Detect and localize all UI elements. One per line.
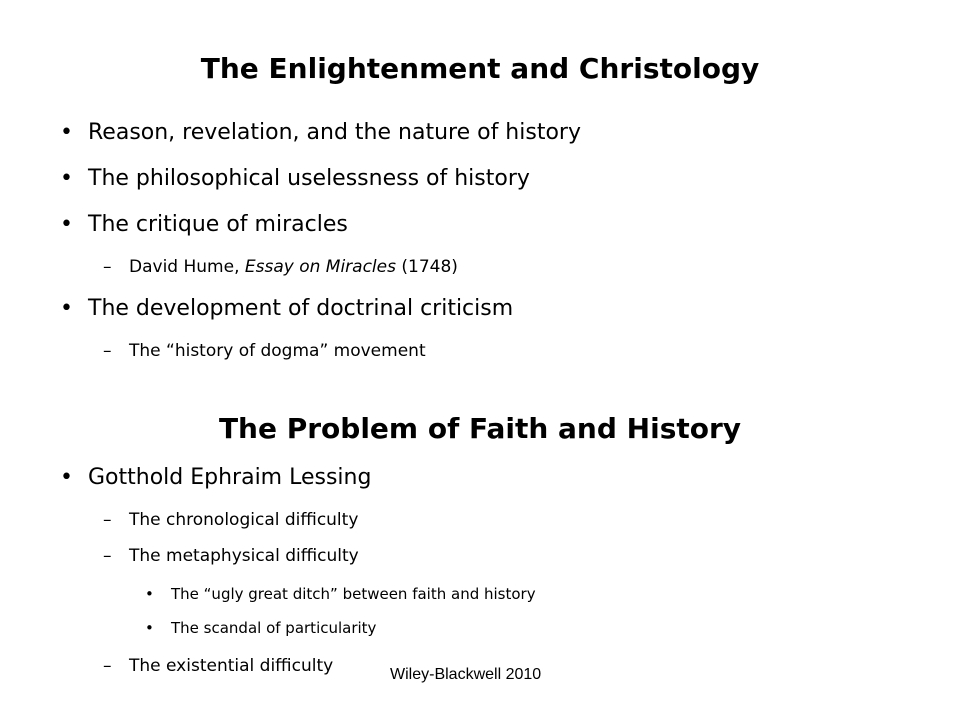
sub-sub-item-text: The scandal of particularity <box>171 619 377 637</box>
section-title-enlightenment: The Enlightenment and Christology <box>200 52 760 85</box>
bullet-text: The critique of miracles <box>88 212 348 237</box>
bullet-text: Reason, revelation, and the nature of history <box>88 120 581 145</box>
bullet-icon: • <box>145 585 154 603</box>
bullet-text: Gotthold Ephraim Lessing <box>88 465 372 490</box>
bullet-icon: • <box>60 296 73 321</box>
hume-prefix: David Hume, <box>129 257 245 277</box>
sub-item-text: The existential difficulty <box>129 656 334 676</box>
section-title-faith-history: The Problem of Faith and History <box>218 412 742 445</box>
sub-item-text <box>129 257 458 277</box>
dash-icon: – <box>103 341 112 361</box>
bullet-text: The development of doctrinal criticism <box>88 296 514 321</box>
bullet-text: The philosophical uselessness of history <box>88 166 530 191</box>
hume-essay-title: Essay on Miracles <box>244 257 396 277</box>
hume-suffix: (1748) <box>395 257 458 277</box>
bullet-icon: • <box>145 619 154 637</box>
dash-icon: – <box>103 257 112 277</box>
dash-icon: – <box>103 546 112 566</box>
publisher-credit: Wiley-Blackwell 2010 <box>390 666 542 683</box>
dash-icon: – <box>103 510 112 530</box>
bullet-icon: • <box>60 212 73 237</box>
dash-icon: – <box>103 656 112 676</box>
sub-item-text: The “history of dogma” movement <box>129 341 426 361</box>
sub-sub-item-text: The “ugly great ditch” between faith and history <box>171 585 536 603</box>
bullet-icon: • <box>60 166 73 191</box>
sub-item-text: The chronological difficulty <box>129 510 359 530</box>
bullet-icon: • <box>60 120 73 145</box>
sub-item-text: The metaphysical difficulty <box>129 546 359 566</box>
bullet-icon: • <box>60 465 73 490</box>
